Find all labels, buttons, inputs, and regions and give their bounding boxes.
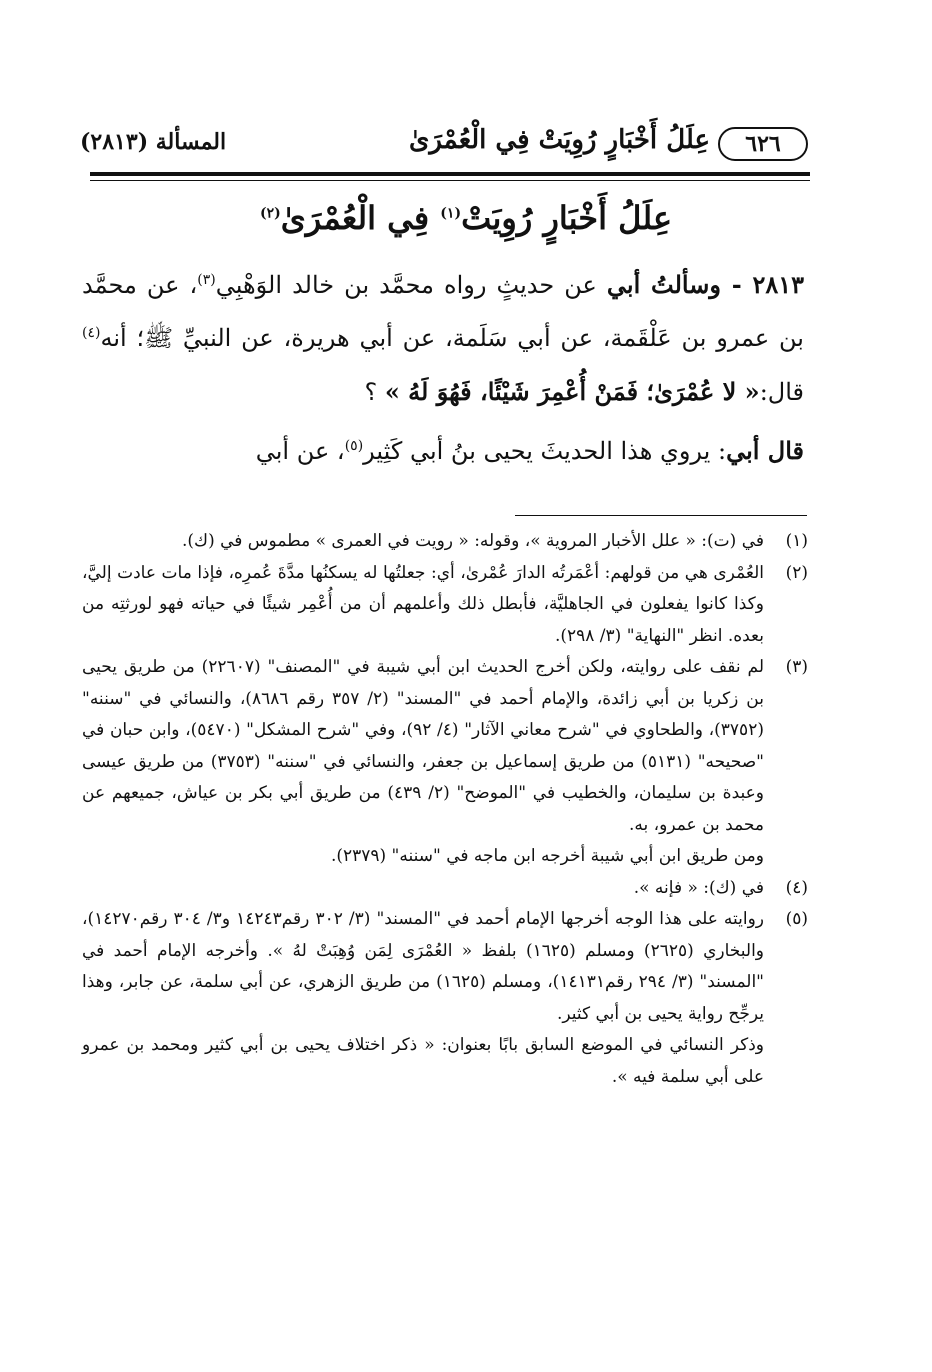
footnote-number: (٣) (785, 657, 808, 677)
question-lead: وسألتُ أبي (606, 270, 721, 299)
footnote-text: لم نقف على روايته، ولكن أخرج الحديث ابن أبي شيبة في "المصنف" (٢٢٦٠٧) من طريق يحيى بن زكريا بن أبي زائدة، والإمام أحمد في "المسند" (٢/ ٣٥٧ رقم ٨٦٨٦)، والنسائي في "سننه" (٣٧٥٢)، والطحاوي في "شرح معاني الآثار" (٤/ ٩٢)، وفي "شرح المشكل" (٥٤٧٠)، وابن حبان في "صحيحه" (٥١٣١) من طريق إسماعيل بن جعفر، والنسائي في "سننه" (٣٧٥٣) من طريق عيسى وعبدة بن سليمان، والخطيب في "الموضح" (٢/ ٤٣٩) من طريق أبي بكر بن عياش، جميعهم عن محمد بن عمرو، به. (82, 657, 764, 835)
footnote-mark-2: (٢) (259, 205, 281, 222)
header-rule-thin (90, 180, 810, 181)
footnote-text: في (ك): « فإنه ». (633, 877, 764, 898)
footnote-text: في (ت): « علل الأخبار المروية »، وقوله: « رويت في العمرى » مطموس في (ك). (182, 531, 764, 551)
footnote-number: (٤) (785, 877, 808, 898)
answer-text-2: ، عن أبي (255, 437, 345, 465)
footnote-mark-4: (٤) (82, 325, 101, 341)
footnote-text: روايته على هذا الوجه أخرجها الإمام أحمد في "المسند" (٣/ ٣٠٢ رقم١٤٢٤٣ و٣/ ٣٠٤ رقم١٤٢٧٠)، والبخاري (٢٦٢٥) ومسلم (١٦٢٥) بلفظ « العُمْرَى لِمَن وُهِبَتْ لهُ ». وأخرجه الإمام أحمد في "المسند" (٣/ ٢٩٤ رقم١٤١٣١)، ومسلم (١٦٢٥) من طريق الزهري، عن أبي سلمة، عن جابر، وهذا يرجِّح رواية يحيى بن أبي كثير. (82, 909, 765, 1024)
answer-lead: قال أبي (726, 436, 804, 465)
footnote-number: (٥) (785, 909, 808, 929)
footnote-separator (515, 515, 807, 516)
question-text-1: عن حديثٍ رواه محمَّد بن خالد الوَهْبِي (215, 271, 607, 299)
question-paragraph (82, 258, 804, 419)
section-label: المسألة (٢٨١٣) (80, 129, 227, 155)
footnote-4 (82, 873, 808, 905)
footnote-number: (١) (785, 531, 808, 551)
footnotes (82, 526, 808, 1093)
running-title: عِلَلُ أَخْبَارٍ رُوِيَتْ فِي الْعُمْرَىٰ (408, 125, 710, 155)
page-number: ٦٢٦ (718, 127, 808, 161)
footnote-5 (82, 904, 808, 1030)
question-text-2: ، عن محمَّد بن عمرو بن عَلْقَمة، عن أبي سَلَمة، عن أبي هريرة، عن النبيِّ ﷺ؛ أنه (82, 271, 804, 352)
footnote-mark-3: (٣) (197, 272, 216, 288)
answer-paragraph (82, 424, 804, 478)
question-text-4: ؟ (364, 378, 385, 406)
footnote-1 (82, 526, 808, 558)
footnote-5-continuation: وذكر النسائي في الموضع السابق بابًا بعنوان: « ذكر اختلاف يحيى بن أبي كثير ومحمد بن عمرو على أبي سلمة فيه ». (82, 1035, 764, 1087)
footnote-2 (82, 558, 808, 653)
chapter-title (130, 188, 802, 248)
chapter-title-part2: فِي الْعُمْرَىٰ (280, 199, 441, 237)
question-text-3: قال: (759, 378, 804, 406)
footnote-text: العُمْرى هي من قولهم: أعْمَرتُه الدارَ عُمْرىٰ، أي: جعلتُها له يسكنُها مدَّةَ عُمرِه، فإذا مات عادت إليَّ، وكذا كانوا يفعلون في الجاهليَّة، فأبطل ذلك وأعلمهم أن من أُعْمِر شيئًا في حياته فهو لورثتِه من بعده. انظر "النهاية" (٣/ ٢٩٨). (82, 562, 764, 646)
answer-text-1: : يروي هذا الحديثَ يحيى بنُ أبي كَثِير (363, 437, 727, 465)
header-rule-thick (90, 172, 810, 176)
footnote-mark-5: (٥) (344, 438, 364, 454)
footnote-number: (٢) (785, 562, 808, 583)
question-number: ٢٨١٣ - (720, 270, 804, 299)
footnote-3-continuation: ومن طريق ابن أبي شيبة أخرجه ابن ماجه في "سننه" (٢٣٧٩). (330, 846, 764, 866)
hadith-quote: « لا عُمْرَىٰ؛ فَمَنْ أُعْمِرَ شَيْئًا، فَهُوَ لَهُ » (384, 377, 760, 406)
footnote-mark-1: (١) (440, 205, 462, 222)
chapter-title-part1: عِلَلُ أَخْبَارٍ رُوِيَتْ (461, 199, 673, 237)
footnote-3 (82, 652, 808, 841)
